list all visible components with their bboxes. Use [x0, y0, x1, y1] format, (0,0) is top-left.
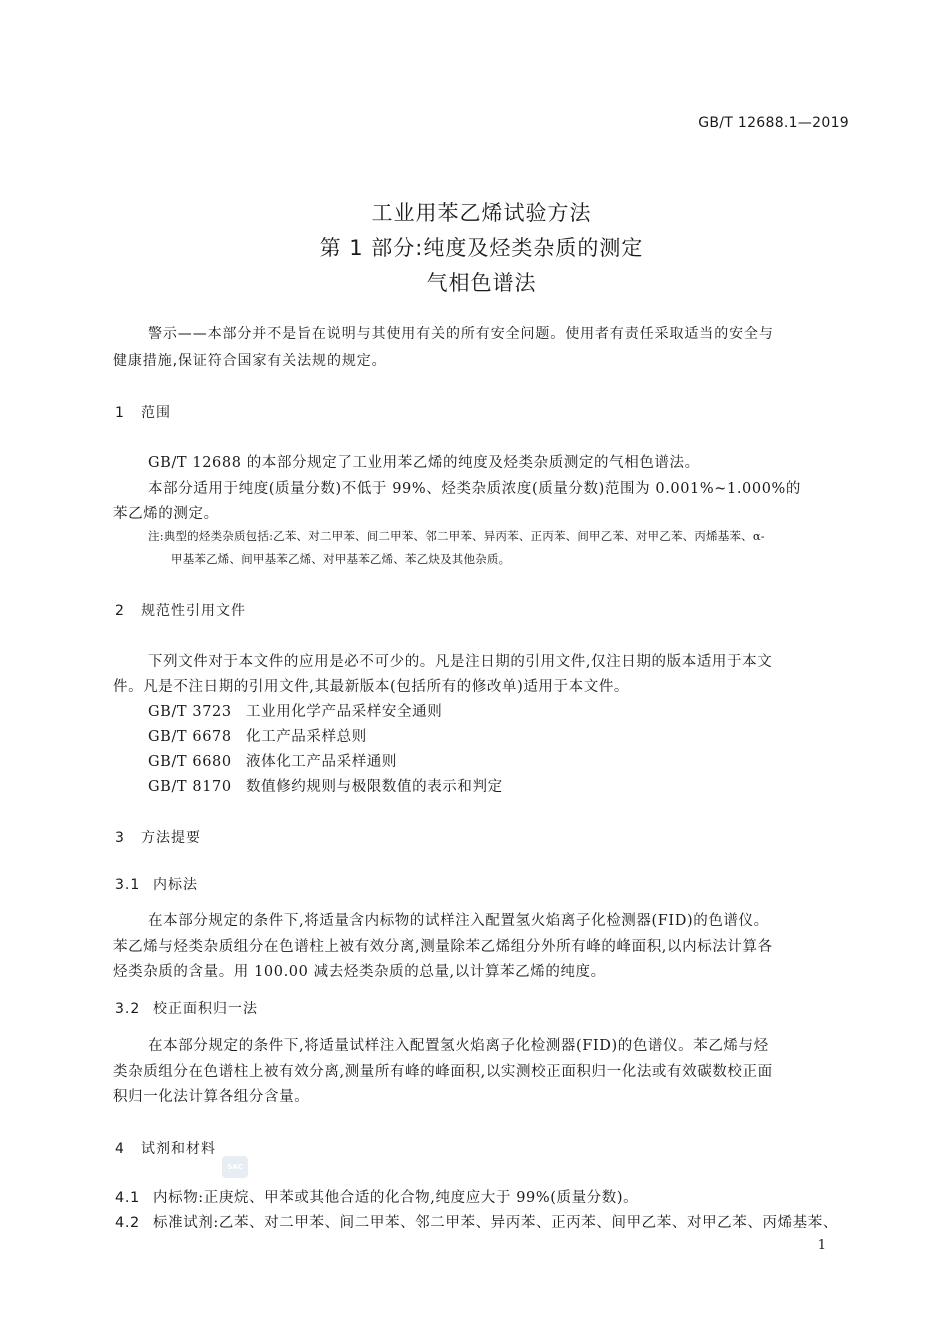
section-2-paragraph-line-2: 件。凡是不注日期的引用文件,其最新版本(包括所有的修改单)适用于本文件。 — [113, 679, 630, 695]
section-3-1-line-1: 在本部分规定的条件下,将适量含内标物的试样注入配置氢火焰离子化检测器(FID)的色谱仪。 — [148, 913, 769, 929]
page-number: 1 — [817, 1238, 826, 1253]
standard-code: GB/T 12688.1—2019 — [698, 115, 849, 131]
section-number: 4 — [115, 1141, 125, 1157]
section-3-2-line-1: 在本部分规定的条件下,将适量试样注入配置氢火焰离子化检测器(FID)的色谱仪。苯乙烯与烃 — [148, 1038, 769, 1054]
item-text: 标准试剂:乙苯、对二甲苯、间二甲苯、邻二甲苯、异丙苯、正丙苯、间甲乙苯、对甲乙苯、丙烯基苯、 — [153, 1215, 838, 1231]
section-3-1-line-2: 苯乙烯与烃类杂质组分在色谱柱上被有效分离,测量除苯乙烯组分外所有峰的峰面积,以内标法计算各 — [113, 939, 773, 955]
section-3-1-heading — [115, 874, 198, 894]
reference-code: GB/T 6680 — [148, 754, 232, 770]
reference-name: 数值修约规则与极限数值的表示和判定 — [246, 779, 503, 795]
section-title: 方法提要 — [141, 830, 201, 846]
section-1-paragraph-2-line-1: 本部分适用于纯度(质量分数)不低于 99%、烃类杂质浓度(质量分数)范围为 0.001%~1.000%的 — [148, 481, 801, 497]
title-line-2: 第 1 部分:纯度及烃类杂质的测定 — [319, 236, 644, 260]
section-number: 1 — [115, 405, 125, 421]
reference-item — [148, 775, 503, 796]
section-number: 3.2 — [115, 1001, 141, 1017]
reference-name: 工业用化学产品采样安全通则 — [246, 704, 443, 720]
section-number: 2 — [115, 603, 125, 619]
watermark-text: SAC — [227, 1163, 243, 1171]
section-title: 范围 — [141, 405, 171, 421]
reference-code: GB/T 6678 — [148, 729, 232, 745]
section-title: 内标法 — [153, 877, 198, 893]
reference-name: 液体化工产品采样通则 — [246, 754, 397, 770]
section-3-2-heading — [115, 998, 258, 1018]
warning-line-2: 健康措施,保证符合国家有关法规的规定。 — [113, 353, 387, 369]
section-4-heading — [115, 1138, 216, 1158]
reference-name: 化工产品采样总则 — [246, 729, 367, 745]
section-1-note-line-2: 甲基苯乙烯、间甲基苯乙烯、对甲基苯乙烯、苯乙炔及其他杂质。 — [171, 552, 511, 566]
warning-line-1: 警示——本部分并不是旨在说明与其使用有关的所有安全问题。使用者有责任采取适当的安全与 — [148, 326, 774, 342]
item-number: 4.1 — [115, 1190, 140, 1206]
reference-code: GB/T 3723 — [148, 704, 232, 720]
title-line-3: 气相色谱法 — [426, 271, 537, 295]
section-title: 规范性引用文件 — [141, 603, 246, 619]
section-1-paragraph-1: GB/T 12688 的本部分规定了工业用苯乙烯的纯度及烃类杂质测定的气相色谱法。 — [148, 455, 700, 471]
section-3-2-line-3: 积归一化法计算各组分含量。 — [113, 1089, 310, 1105]
item-number: 4.2 — [115, 1215, 140, 1231]
section-number: 3.1 — [115, 877, 141, 893]
section-3-heading — [115, 827, 201, 847]
title-line-1: 工业用苯乙烯试验方法 — [371, 201, 592, 225]
reference-item — [148, 750, 397, 771]
section-2-heading — [115, 600, 246, 620]
reference-code: GB/T 8170 — [148, 779, 232, 795]
item-text: 内标物:正庚烷、甲苯或其他合适的化合物,纯度应大于 99%(质量分数)。 — [153, 1190, 639, 1206]
section-1-heading — [115, 402, 171, 422]
section-title: 校正面积归一法 — [153, 1001, 258, 1017]
reference-item — [148, 725, 367, 746]
section-number: 3 — [115, 830, 125, 846]
section-1-note-line-1: 注:典型的烃类杂质包括:乙苯、对二甲苯、间二甲苯、邻二甲苯、异丙苯、正丙苯、间甲乙苯、对甲乙苯、丙烯基苯、α- — [148, 529, 765, 543]
sac-watermark-logo — [222, 1156, 248, 1178]
list-item — [115, 1186, 638, 1207]
section-3-1-line-3: 烃类杂质的含量。用 100.00 减去烃类杂质的总量,以计算苯乙烯的纯度。 — [113, 964, 606, 980]
section-2-paragraph-line-1: 下列文件对于本文件的应用是必不可少的。凡是注日期的引用文件,仅注日期的版本适用于本文 — [148, 654, 773, 670]
reference-item — [148, 700, 442, 721]
section-title: 试剂和材料 — [141, 1141, 216, 1157]
section-1-paragraph-2-line-2: 苯乙烯的测定。 — [113, 506, 219, 522]
section-3-2-line-2: 类杂质组分在色谱柱上被有效分离,测量所有峰的峰面积,以实测校正面积归一化法或有效碳数校正面 — [113, 1064, 773, 1080]
list-item — [115, 1211, 838, 1232]
